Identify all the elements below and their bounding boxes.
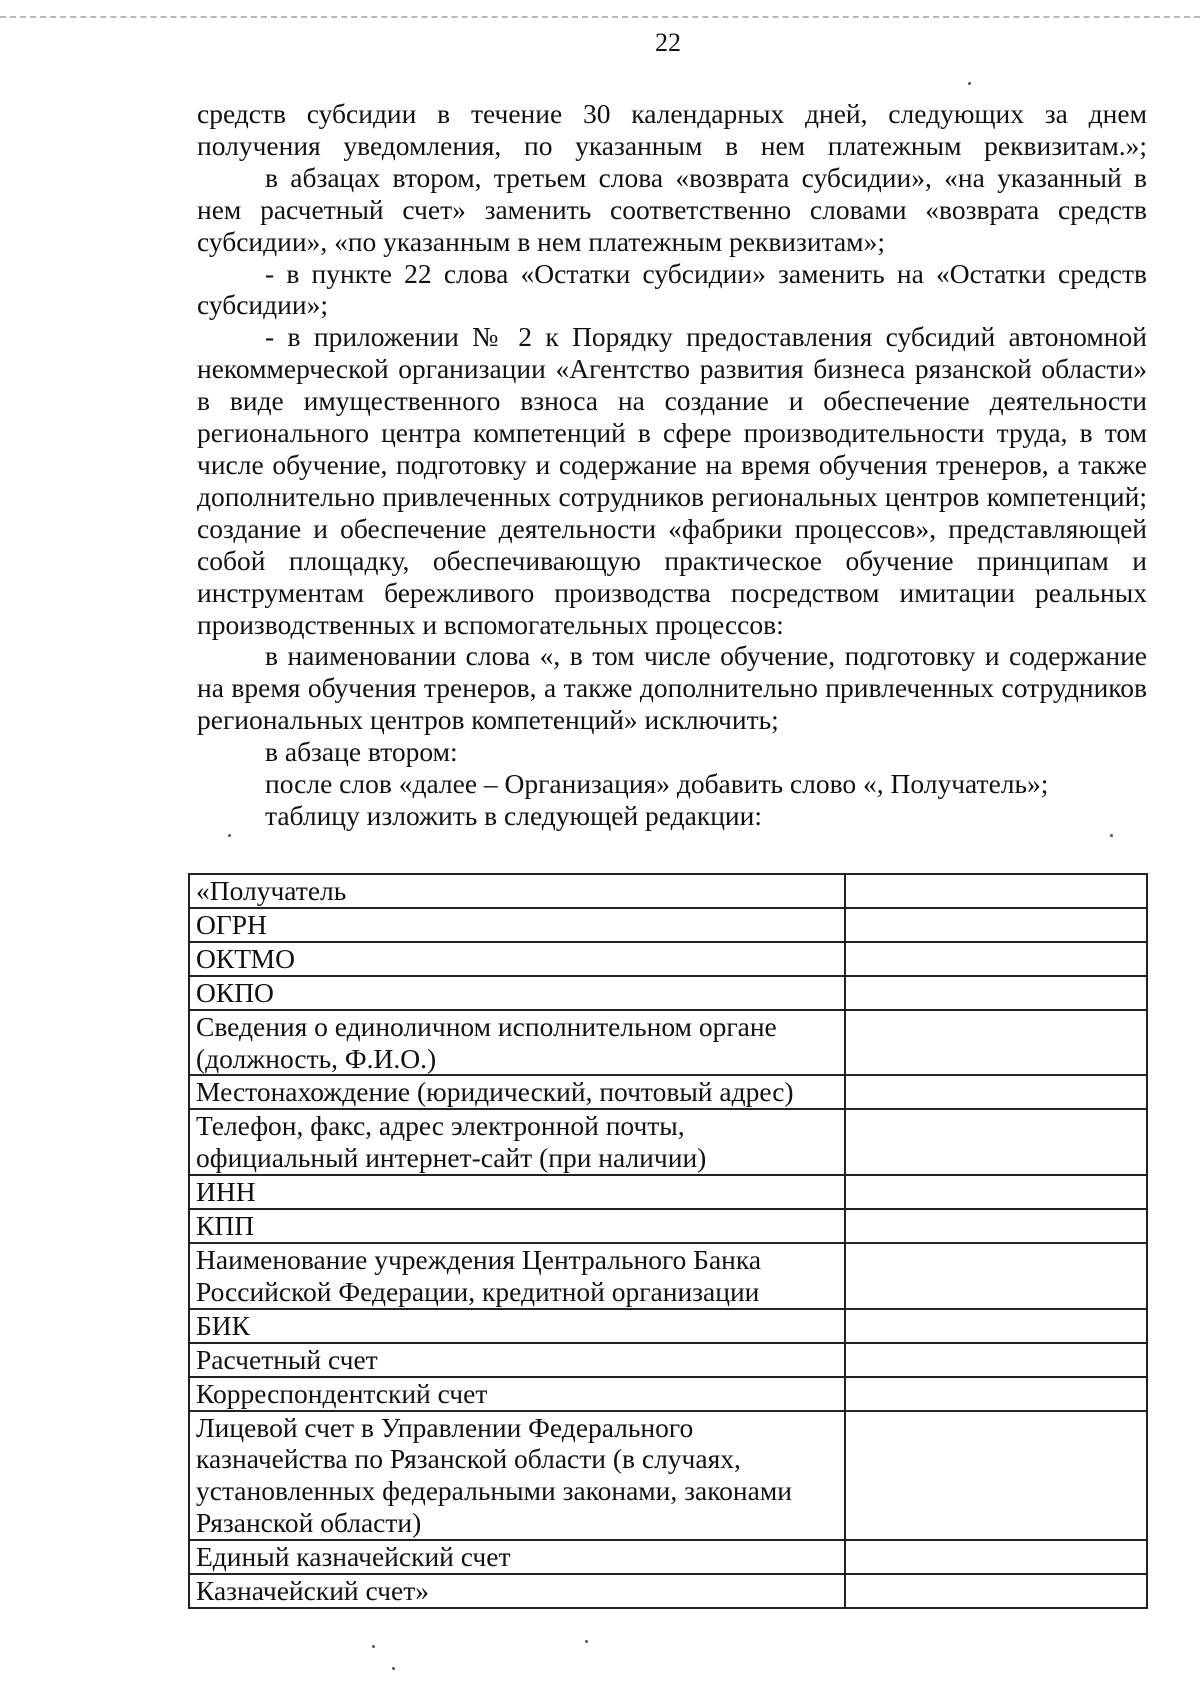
table-cell-label	[189, 1411, 845, 1541]
table-cell-label	[189, 1109, 845, 1175]
document-body	[197, 98, 1147, 832]
table-cell-label	[189, 942, 845, 976]
paragraph-abzats: в абзацах втором, третьем слова «возврата субсидии», «на указанный в нем расчетный счет» заменить соответственно словами «возврата средств субсидии», «по указанным в нем платежным реквизитам»;	[197, 161, 1147, 257]
table-cell-value	[845, 1010, 1147, 1076]
table-row	[189, 1109, 1147, 1175]
table-cell-value	[845, 1075, 1147, 1109]
paragraph-posle-slov: после слов «далее – Организация» добавить слово «, Получатель»;	[265, 768, 1049, 800]
table-cell-value	[845, 1411, 1147, 1541]
table-row	[189, 1075, 1147, 1109]
paragraph-abzats-vtorom: в абзаце втором:	[265, 736, 458, 768]
table-row	[189, 1243, 1147, 1309]
table-cell-value	[845, 1574, 1147, 1608]
table-row	[189, 1010, 1147, 1076]
table-cell-label	[189, 1209, 845, 1243]
table-cell-value	[845, 1540, 1147, 1574]
table-row	[189, 908, 1147, 942]
table-cell-label	[189, 1243, 845, 1309]
table-cell-value	[845, 1209, 1147, 1243]
table-cell-value	[845, 1343, 1147, 1377]
paragraph-naimenovanie: в наименовании слова «, в том числе обучение, подготовку и содержание на время обучения тренеров, а также дополнительно привлеченных сотрудников региональных центров компетенций» исключить;	[197, 640, 1147, 736]
row-label: ОГРН	[196, 908, 267, 940]
paragraph-continuation: средств субсидии в течение 30 календарных дней, следующих за днем получения уведомления, по указанным в нем платежным реквизитам.»;	[197, 98, 1147, 161]
row-label: ОКПО	[196, 976, 274, 1008]
row-label: ИНН	[196, 1176, 256, 1208]
table-cell-value	[845, 942, 1147, 976]
table-cell-label	[189, 1574, 845, 1608]
scan-speck	[228, 834, 231, 837]
table-cell-label	[189, 908, 845, 942]
table-row	[189, 1574, 1147, 1608]
table-cell-label	[189, 1343, 845, 1377]
table-cell-label	[189, 1075, 845, 1109]
table-cell-label	[189, 1309, 845, 1343]
table-cell-value	[845, 1243, 1147, 1309]
table-row	[189, 1411, 1147, 1541]
paragraph-prilozhenie-2: - в приложении № 2 к Порядку предоставления субсидий автономной некоммерческой организации «Агентство развития бизнеса рязанской области» в виде имущественного взноса на создание и обеспечение деятельности регионального центра компетенций в сфере производительности труда, в том числе обучение, подготовку и содержание на время обучения тренеров, а также дополнительно привлеченных сотрудников региональных центров компетенций; создание и обеспечение деятельности «фабрики процессов», представляющей собой площадку, обеспечивающую практическое обучение принципам и инструментам бережливого производства посредством имитации реальных производственных и вспомогательных процессов:	[197, 321, 1147, 640]
table-row	[189, 942, 1147, 976]
table-cell-value	[845, 1109, 1147, 1175]
table-row	[189, 976, 1147, 1010]
scan-top-edge	[0, 16, 1200, 18]
paragraph-tablitsu: таблицу изложить в следующей редакции:	[265, 799, 763, 831]
table-cell-label	[189, 1010, 845, 1076]
table-row	[189, 1540, 1147, 1574]
table-cell-label	[189, 1175, 845, 1209]
scan-speck	[392, 1667, 395, 1670]
requisites-table	[188, 873, 1148, 1609]
table-cell-label	[189, 1377, 845, 1411]
table-cell-value	[845, 1175, 1147, 1209]
table-cell-label	[189, 976, 845, 1010]
table-cell-label	[189, 874, 845, 908]
row-label: ОКТМО	[196, 942, 295, 974]
row-label: Корреспондентский счет	[196, 1377, 488, 1409]
scan-speck	[1110, 834, 1113, 837]
table-cell-value	[845, 976, 1147, 1010]
row-label: Сведения о единоличном исполнительном органе (должность, Ф.И.О.)	[196, 1010, 777, 1074]
table-cell-label	[189, 1540, 845, 1574]
page-number: 22	[655, 28, 681, 57]
scan-speck	[585, 1640, 588, 1643]
scan-speck	[968, 82, 971, 85]
row-label: Местонахождение (юридический, почтовый адрес)	[196, 1076, 794, 1108]
table-cell-value	[845, 908, 1147, 942]
table-row	[189, 874, 1147, 908]
table-row	[189, 1175, 1147, 1209]
row-label: Наименование учреждения Центрального Банка Российской Федерации, кредитной организации	[196, 1243, 762, 1307]
table-row	[189, 1309, 1147, 1343]
scan-speck	[372, 1645, 375, 1648]
row-label: Единый казначейский счет	[196, 1541, 511, 1573]
row-label: КПП	[196, 1210, 255, 1242]
table-cell-value	[845, 1377, 1147, 1411]
table-row	[189, 1343, 1147, 1377]
table-cell-value	[845, 874, 1147, 908]
table-cell-value	[845, 1309, 1147, 1343]
table-row	[189, 1377, 1147, 1411]
row-label: Расчетный счет	[196, 1343, 378, 1375]
row-label: «Получатель	[196, 875, 347, 906]
table-row	[189, 1209, 1147, 1243]
paragraph-punkt-22: - в пункте 22 слова «Остатки субсидии» заменить на «Остатки средств субсидии»;	[197, 257, 1147, 321]
row-label: Лицевой счет в Управлении Федерального казначейства по Рязанской области (в случаях, установленных федеральными законами, законами Рязанской области)	[196, 1411, 792, 1539]
row-label: Телефон, факс, адрес электронной почты, официальный интернет-сайт (при наличии)	[196, 1110, 707, 1174]
row-label: БИК	[196, 1309, 250, 1341]
row-label: Казначейский счет»	[196, 1575, 429, 1607]
